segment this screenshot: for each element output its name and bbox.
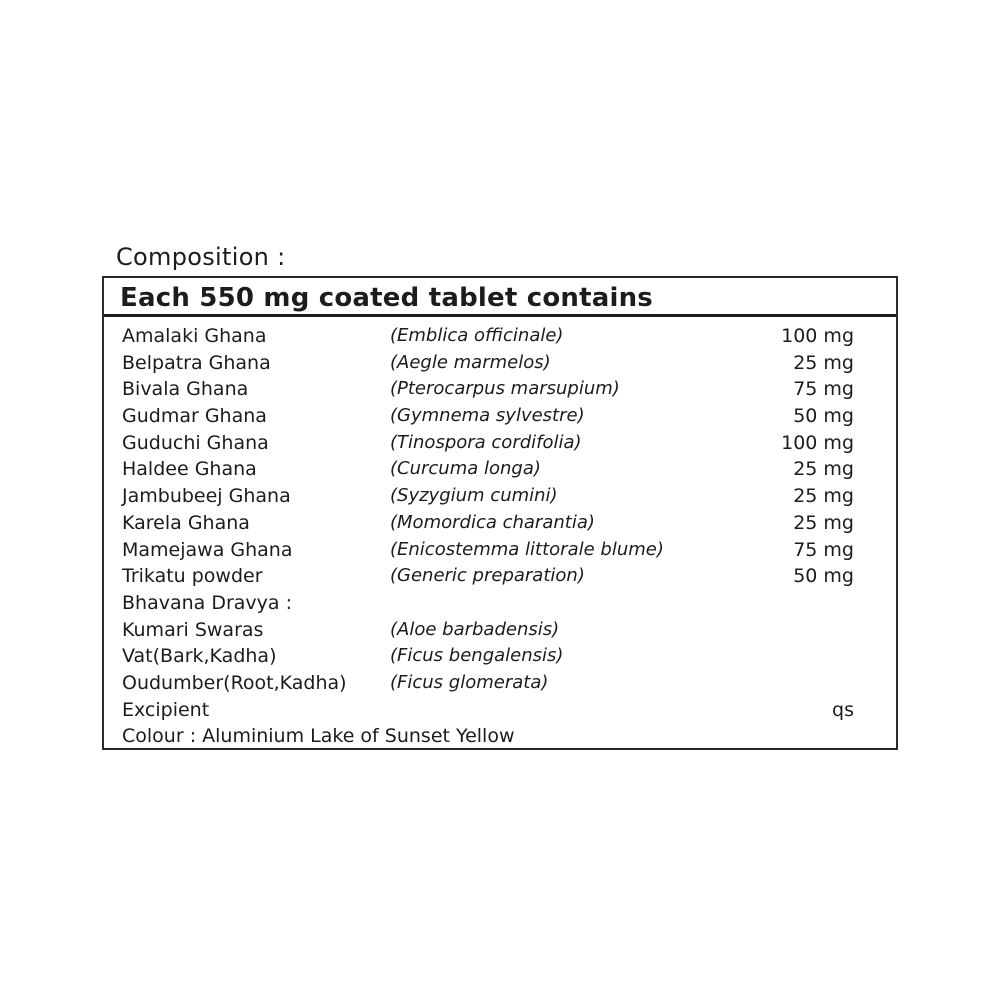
ingredient-quantity: 75 mg: [793, 378, 854, 401]
ingredient-name: Belpatra Ghana: [122, 351, 271, 374]
ingredient-name: Bhavana Dravya :: [122, 591, 292, 614]
ingredient-name: Kumari Swaras: [122, 618, 264, 641]
ingredient-row: [104, 350, 896, 377]
ingredient-row: [104, 430, 896, 457]
ingredient-name: Jambubeej Ghana: [122, 485, 291, 508]
ingredient-row: [104, 403, 896, 430]
ingredient-row: [104, 323, 896, 350]
ingredient-row: [104, 723, 896, 750]
ingredient-name: Colour : Aluminium Lake of Sunset Yellow: [122, 725, 515, 748]
composition-heading: Composition :: [116, 243, 286, 271]
ingredient-name: Oudumber(Root,Kadha): [122, 671, 347, 694]
ingredient-quantity: 25 mg: [793, 351, 854, 374]
ingredient-row: [104, 697, 896, 724]
ingredient-quantity: qs: [832, 698, 854, 721]
ingredient-list: [104, 323, 896, 750]
botanical-name: (Pterocarpus marsupium): [390, 378, 620, 400]
table-title: Each 550 mg coated tablet contains: [120, 283, 653, 313]
ingredient-row: [104, 456, 896, 483]
botanical-name: (Ficus bengalensis): [390, 645, 564, 667]
ingredient-row: [104, 590, 896, 617]
ingredient-name: Amalaki Ghana: [122, 325, 267, 347]
botanical-name: (Gymnema sylvestre): [390, 405, 585, 427]
ingredient-quantity: 100 mg: [781, 325, 854, 347]
ingredient-quantity: 25 mg: [793, 458, 854, 481]
ingredient-quantity: 50 mg: [793, 405, 854, 428]
botanical-name: (Ficus glomerata): [390, 671, 549, 693]
ingredient-quantity: 50 mg: [793, 565, 854, 588]
ingredient-row: [104, 537, 896, 564]
botanical-name: (Aloe barbadensis): [390, 618, 560, 640]
ingredient-quantity: 75 mg: [793, 538, 854, 561]
botanical-name: (Tinospora cordifolia): [390, 431, 582, 453]
ingredient-row: [104, 563, 896, 590]
ingredient-name: Vat(Bark,Kadha): [122, 645, 277, 668]
ingredient-name: Mamejawa Ghana: [122, 538, 293, 561]
ingredient-row: [104, 670, 896, 697]
ingredient-name: Bivala Ghana: [122, 378, 249, 401]
ingredient-name: Karela Ghana: [122, 511, 250, 534]
ingredient-name: Haldee Ghana: [122, 458, 257, 481]
ingredient-quantity: 25 mg: [793, 485, 854, 508]
composition-table: [102, 276, 898, 750]
ingredient-name: Guduchi Ghana: [122, 431, 269, 454]
botanical-name: (Generic preparation): [390, 565, 585, 587]
title-divider: [104, 314, 896, 317]
ingredient-row: [104, 643, 896, 670]
ingredient-row: [104, 510, 896, 537]
ingredient-name: Trikatu powder: [122, 565, 263, 588]
ingredient-row: [104, 617, 896, 644]
botanical-name: (Syzygium cumini): [390, 485, 558, 507]
ingredient-row: [104, 483, 896, 510]
ingredient-row: [104, 376, 896, 403]
ingredient-quantity: 25 mg: [793, 511, 854, 534]
ingredient-quantity: 100 mg: [781, 431, 854, 454]
ingredient-name: Gudmar Ghana: [122, 405, 267, 428]
botanical-name: (Enicostemma littorale blume): [390, 538, 664, 560]
botanical-name: (Aegle marmelos): [390, 351, 551, 373]
botanical-name: (Curcuma longa): [390, 458, 541, 480]
ingredient-name: Excipient: [122, 698, 210, 721]
botanical-name: (Emblica officinale): [390, 325, 564, 346]
botanical-name: (Momordica charantia): [390, 511, 595, 533]
